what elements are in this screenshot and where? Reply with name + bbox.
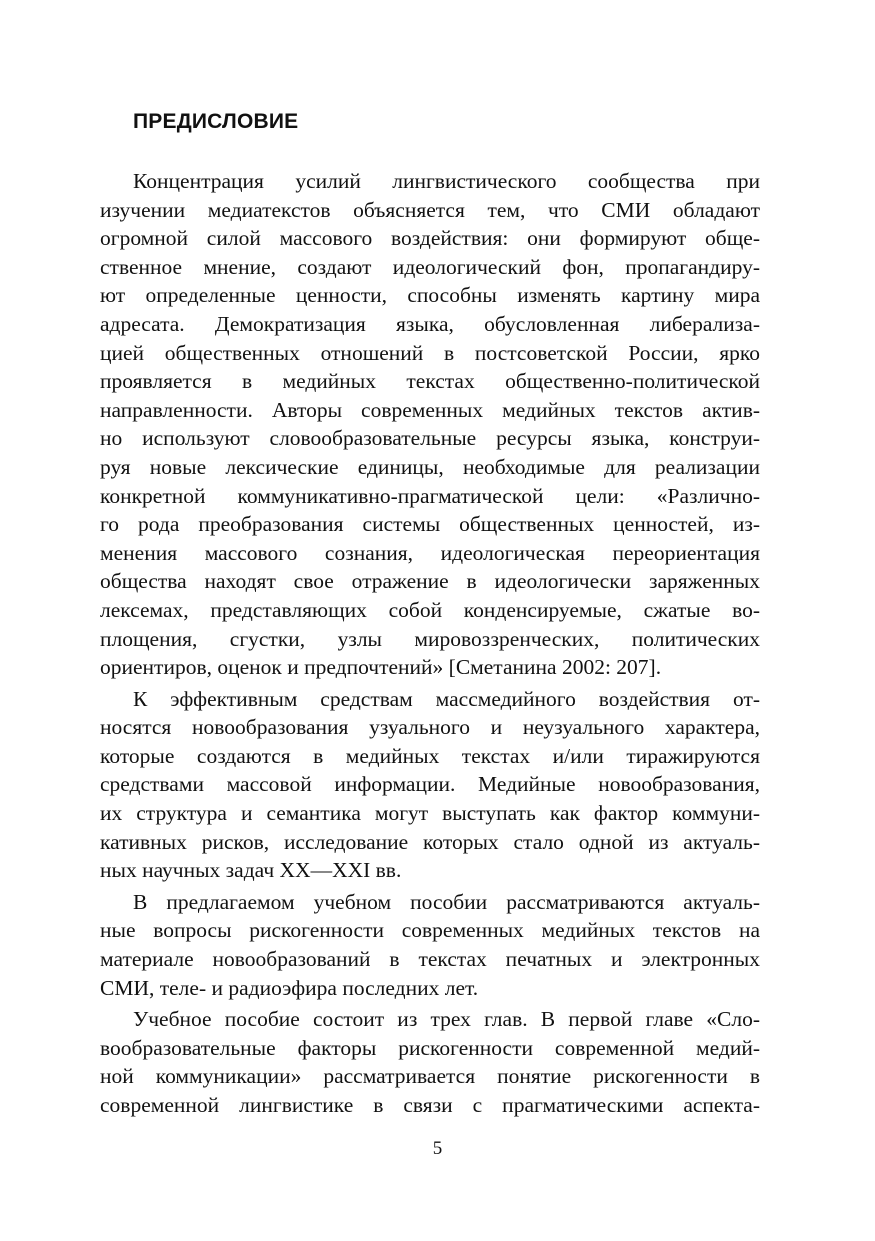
text-line: огромной силой массового воздействия: они формируют обще- bbox=[100, 226, 760, 251]
text-line: конкретной коммуникативно-прагматической цели: «Различно- bbox=[100, 483, 760, 508]
text-line: В предлагаемом учебном пособии рассматриваются актуаль- bbox=[133, 889, 760, 914]
text-line: ственное мнение, создают идеологический фон, пропагандиру- bbox=[100, 254, 760, 279]
text-line: адресата. Демократизация языка, обусловленная либерализа- bbox=[100, 311, 760, 336]
text-line: лексемах, представляющих собой конденсируемые, сжатые во- bbox=[100, 597, 760, 622]
text-line: менения массового сознания, идеологическая переориентация bbox=[100, 540, 760, 565]
text-line: К эффективным средствам массмедийного воздействия от- bbox=[133, 686, 760, 711]
text-line: общества находят свое отражение в идеологически заряженных bbox=[100, 569, 760, 594]
text-line: ной коммуникации» рассматривается понятие рискогенности в bbox=[100, 1064, 760, 1089]
text-line: средствами массовой информации. Медийные новообразования, bbox=[100, 772, 760, 797]
paragraph-4 bbox=[100, 1005, 760, 1119]
text-line: руя новые лексические единицы, необходимые для реализации bbox=[100, 454, 760, 479]
text-line: их структура и семантика могут выступать как фактор коммуни- bbox=[100, 801, 760, 826]
text-line: проявляется в медийных текстах общественно-политической bbox=[100, 369, 760, 394]
text-line: изучении медиатекстов объясняется тем, что СМИ обладают bbox=[100, 197, 760, 222]
text-line: материале новообразований в текстах печатных и электронных bbox=[100, 947, 760, 972]
page-title: ПРЕДИСЛОВИЕ bbox=[133, 110, 299, 133]
paragraph-2 bbox=[100, 685, 760, 885]
text-line: кативных рисков, исследование которых стало одной из актуаль- bbox=[100, 829, 760, 854]
text-line: ных научных задач XX—XXI вв. bbox=[100, 858, 402, 883]
text-line: СМИ, теле- и радиоэфира последних лет. bbox=[100, 975, 479, 1000]
text-line: направленности. Авторы современных медийных текстов актив- bbox=[100, 397, 760, 422]
text-line: вообразовательные факторы рискогенности современной медий- bbox=[100, 1035, 760, 1060]
text-line: го рода преобразования системы общественных ценностей, из- bbox=[100, 512, 760, 537]
text-line: Концентрация усилий лингвистического сообщества при bbox=[133, 169, 760, 193]
page-number: 5 bbox=[432, 1138, 443, 1159]
text-line: ют определенные ценности, способны изменять картину мира bbox=[100, 283, 760, 308]
paragraph-3 bbox=[100, 888, 760, 1002]
text-line: ориентиров, оценок и предпочтений» [Сметанина 2002: 207]. bbox=[100, 655, 662, 680]
text-line: современной лингвистике в связи с прагматическими аспекта- bbox=[100, 1093, 760, 1117]
text-line: цией общественных отношений в постсоветской России, ярко bbox=[100, 340, 760, 365]
text-line: Учебное пособие состоит из трех глав. В первой главе «Сло- bbox=[133, 1007, 760, 1032]
text-line: но используют словообразовательные ресурсы языка, конструи- bbox=[100, 426, 760, 451]
body-text bbox=[100, 167, 760, 1123]
text-line: площения, сгустки, узлы мировоззренческих, политических bbox=[100, 626, 760, 651]
text-line: ные вопросы рискогенности современных медийных текстов на bbox=[100, 918, 760, 943]
text-line: которые создаются в медийных текстах и/или тиражируются bbox=[100, 743, 760, 768]
paragraph-1 bbox=[100, 167, 760, 682]
text-line: носятся новообразования узуального и неузуального характера, bbox=[100, 715, 760, 740]
